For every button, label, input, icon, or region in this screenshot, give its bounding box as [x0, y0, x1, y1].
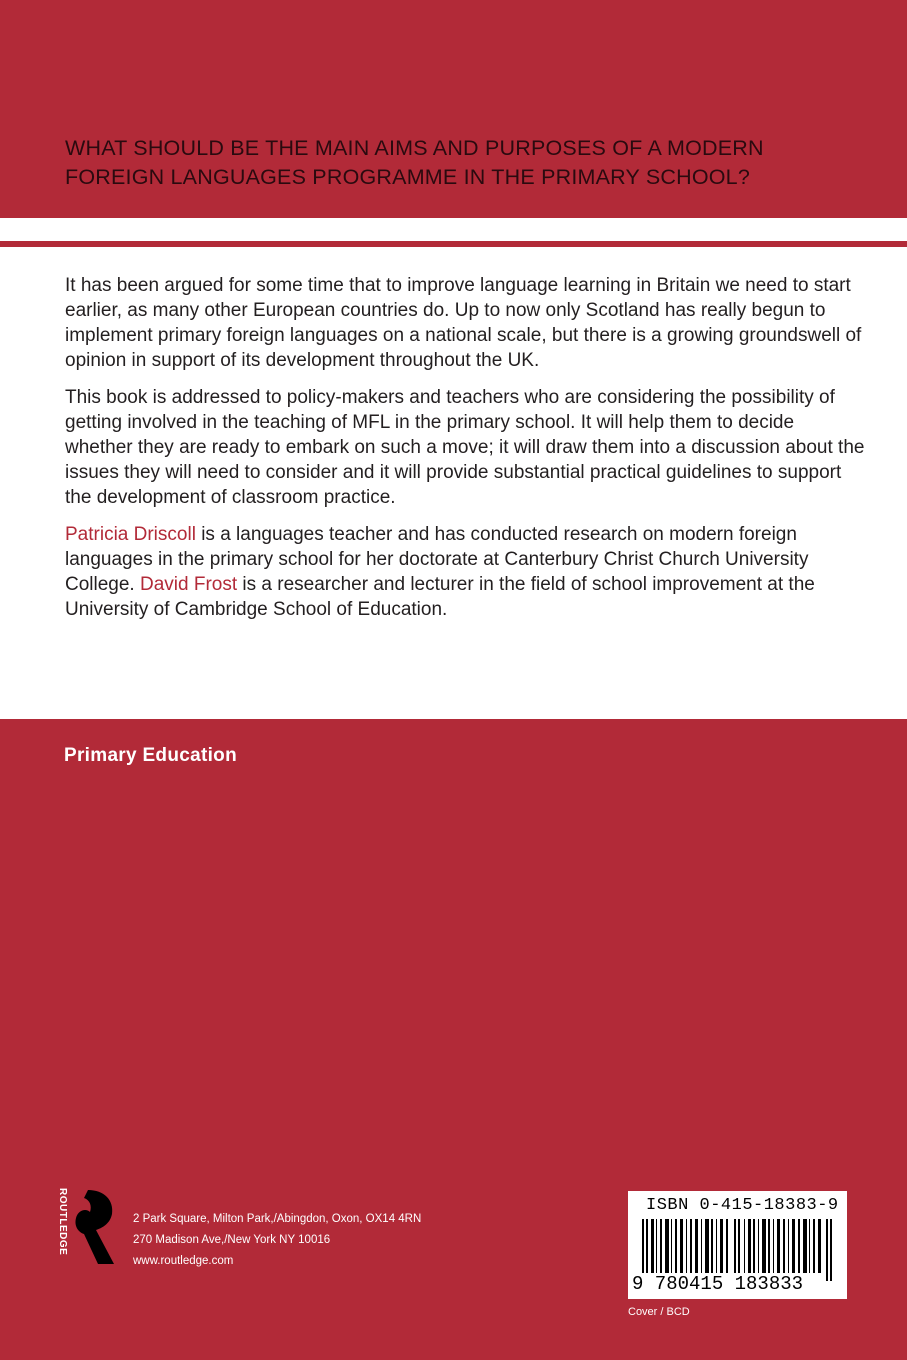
cover-code: Cover / BCD — [628, 1306, 690, 1318]
red-stripe-divider — [0, 241, 907, 247]
author-bio-frost: is a researcher and lecturer in the field of school improvement at the University of Cambridge School of Education. — [65, 574, 815, 620]
blurb-text — [65, 273, 865, 634]
author-name-driscoll: Patricia Driscoll — [65, 524, 196, 545]
author-bio-paragraph — [65, 522, 865, 622]
routledge-logo-text: ROUTLEDGE — [57, 1188, 68, 1256]
address-line-2: 270 Madison Ave,/New York NY 10016 — [133, 1234, 331, 1246]
publisher-website: www.routledge.com — [133, 1255, 234, 1267]
blurb-paragraph-1: It has been argued for some time that to improve language learning in Britain we need to start earlier, as many other European countries do. Up to now only Scotland has really begun to implement primary foreign languages on a national scale, but there is a growing groundswell of opinion in support of its development throughout the UK. — [65, 275, 862, 371]
author-bio-driscoll: is a languages teacher and has conducted research on modern foreign languages in the primary school for her doctorate at Canterbury Christ Church University College. — [65, 524, 809, 595]
blurb-paragraph-2: This book is addressed to policy-makers and teachers who are considering the possibility of getting involved in the teaching of MFL in the primary school. It will help them to decide whether they are ready to embark on such a move; it will draw them into a discussion about the issues they will need to consider and it will provide substantial practical guidelines to support the development of classroom practice. — [65, 387, 865, 508]
author-name-frost: David Frost — [140, 574, 238, 595]
publisher-address — [133, 1209, 421, 1272]
headline-line-2: FOREIGN LANGUAGES PROGRAMME IN THE PRIMARY SCHOOL? — [65, 165, 750, 189]
series-title: Primary Education — [64, 745, 237, 766]
routledge-logo-icon — [62, 1188, 122, 1266]
barcode-bars-icon — [638, 1219, 838, 1281]
barcode-digits: 9 780415 183833 — [632, 1273, 804, 1295]
isbn-barcode — [628, 1191, 847, 1299]
address-line-1: 2 Park Square, Milton Park,/Abingdon, Oxon, OX14 4RN — [133, 1213, 422, 1225]
back-cover-headline — [65, 134, 865, 192]
headline-line-1: WHAT SHOULD BE THE MAIN AIMS AND PURPOSES OF A MODERN — [65, 136, 764, 160]
isbn-label: ISBN 0-415-18383-9 — [646, 1196, 839, 1215]
